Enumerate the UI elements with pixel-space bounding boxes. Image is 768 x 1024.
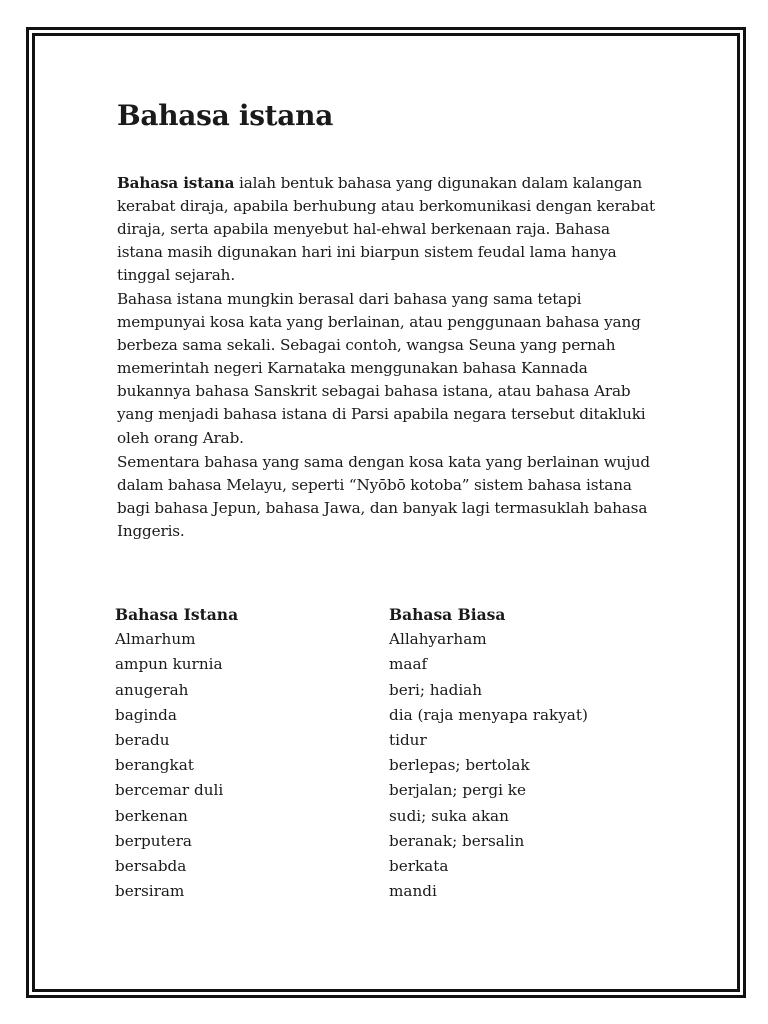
- table-row: [115, 804, 635, 829]
- table-cell-istana: anugerah: [115, 680, 189, 699]
- table-row: [115, 829, 635, 854]
- table-cell-biasa: mandi: [389, 882, 437, 901]
- table-row: [115, 627, 635, 652]
- table-header-istana: Bahasa Istana: [115, 605, 239, 624]
- paragraph-intro: [117, 172, 657, 287]
- paragraph-intro-text: ialah bentuk bahasa yang digunakan dalam kalangan kerabat diraja, apabila berhubung atau berkomunikasi dengan kerabat diraja, serta apabila menyebut hal-ehwal berkenaan raja. Bahasa istana masih digunakan hari ini biarpun sistem feudal lama hanya tinggal sejarah.: [117, 174, 655, 285]
- table-cell-istana: berputera: [115, 831, 192, 850]
- table-cell-biasa: beri; hadiah: [389, 680, 483, 699]
- table-cell-istana: baginda: [115, 705, 177, 724]
- table-header-biasa: Bahasa Biasa: [389, 605, 506, 624]
- table-cell-biasa: sudi; suka akan: [389, 806, 509, 825]
- table-cell-istana: bersiram: [115, 882, 185, 901]
- paragraph-comparison: Sementara bahasa yang sama dengan kosa kata yang berlainan wujud dalam bahasa Melayu, seperti “Nyōbō kotoba” sistem bahasa istana bagi bahasa Jepun, bahasa Jawa, dan banyak lagi termasuklah bahasa Inggeris.: [117, 453, 650, 541]
- table-row: [115, 854, 635, 879]
- table-cell-istana: bersabda: [115, 856, 187, 875]
- table-cell-biasa: berjalan; pergi ke: [389, 781, 526, 800]
- vocabulary-table: [115, 602, 635, 904]
- table-cell-biasa: berlepas; bertolak: [389, 756, 530, 775]
- table-cell-istana: bercemar duli: [115, 781, 224, 800]
- table-row: [115, 728, 635, 753]
- table-cell-istana: beradu: [115, 730, 170, 749]
- table-header-row: [115, 602, 635, 627]
- table-row: [115, 703, 635, 728]
- table-row: [115, 652, 635, 677]
- table-row: [115, 753, 635, 778]
- document-header: [117, 96, 657, 136]
- paragraph-origin: Bahasa istana mungkin berasal dari bahasa yang sama tetapi mempunyai kosa kata yang berlainan, atau penggunaan bahasa yang berbeza sama sekali. Sebagai contoh, wangsa Seuna yang pernah memerintah negeri Karnataka menggunakan bahasa Kannada bukannya bahasa Sanskrit sebagai bahasa istana, atau bahasa Arab yang menjadi bahasa istana di Parsi apabila negara tersebut ditakluki oleh orang Arab.: [117, 290, 646, 447]
- paragraph-intro-lead: Bahasa istana: [117, 174, 235, 192]
- document-title: Bahasa istana: [117, 99, 334, 132]
- table-cell-biasa: beranak; bersalin: [389, 831, 525, 850]
- table-cell-istana: Almarhum: [115, 630, 196, 649]
- table-cell-biasa: berkata: [389, 856, 449, 875]
- table-body: [115, 627, 635, 904]
- table-row: [115, 778, 635, 803]
- table-cell-biasa: Allahyarham: [389, 630, 487, 649]
- table-cell-istana: ampun kurnia: [115, 655, 223, 674]
- table-cell-istana: berangkat: [115, 756, 194, 775]
- table-cell-istana: berkenan: [115, 806, 188, 825]
- table-cell-biasa: tidur: [389, 730, 427, 749]
- table-row: [115, 879, 635, 904]
- table-row: [115, 678, 635, 703]
- table-cell-biasa: maaf: [389, 655, 428, 674]
- table-cell-biasa: dia (raja menyapa rakyat): [389, 705, 588, 724]
